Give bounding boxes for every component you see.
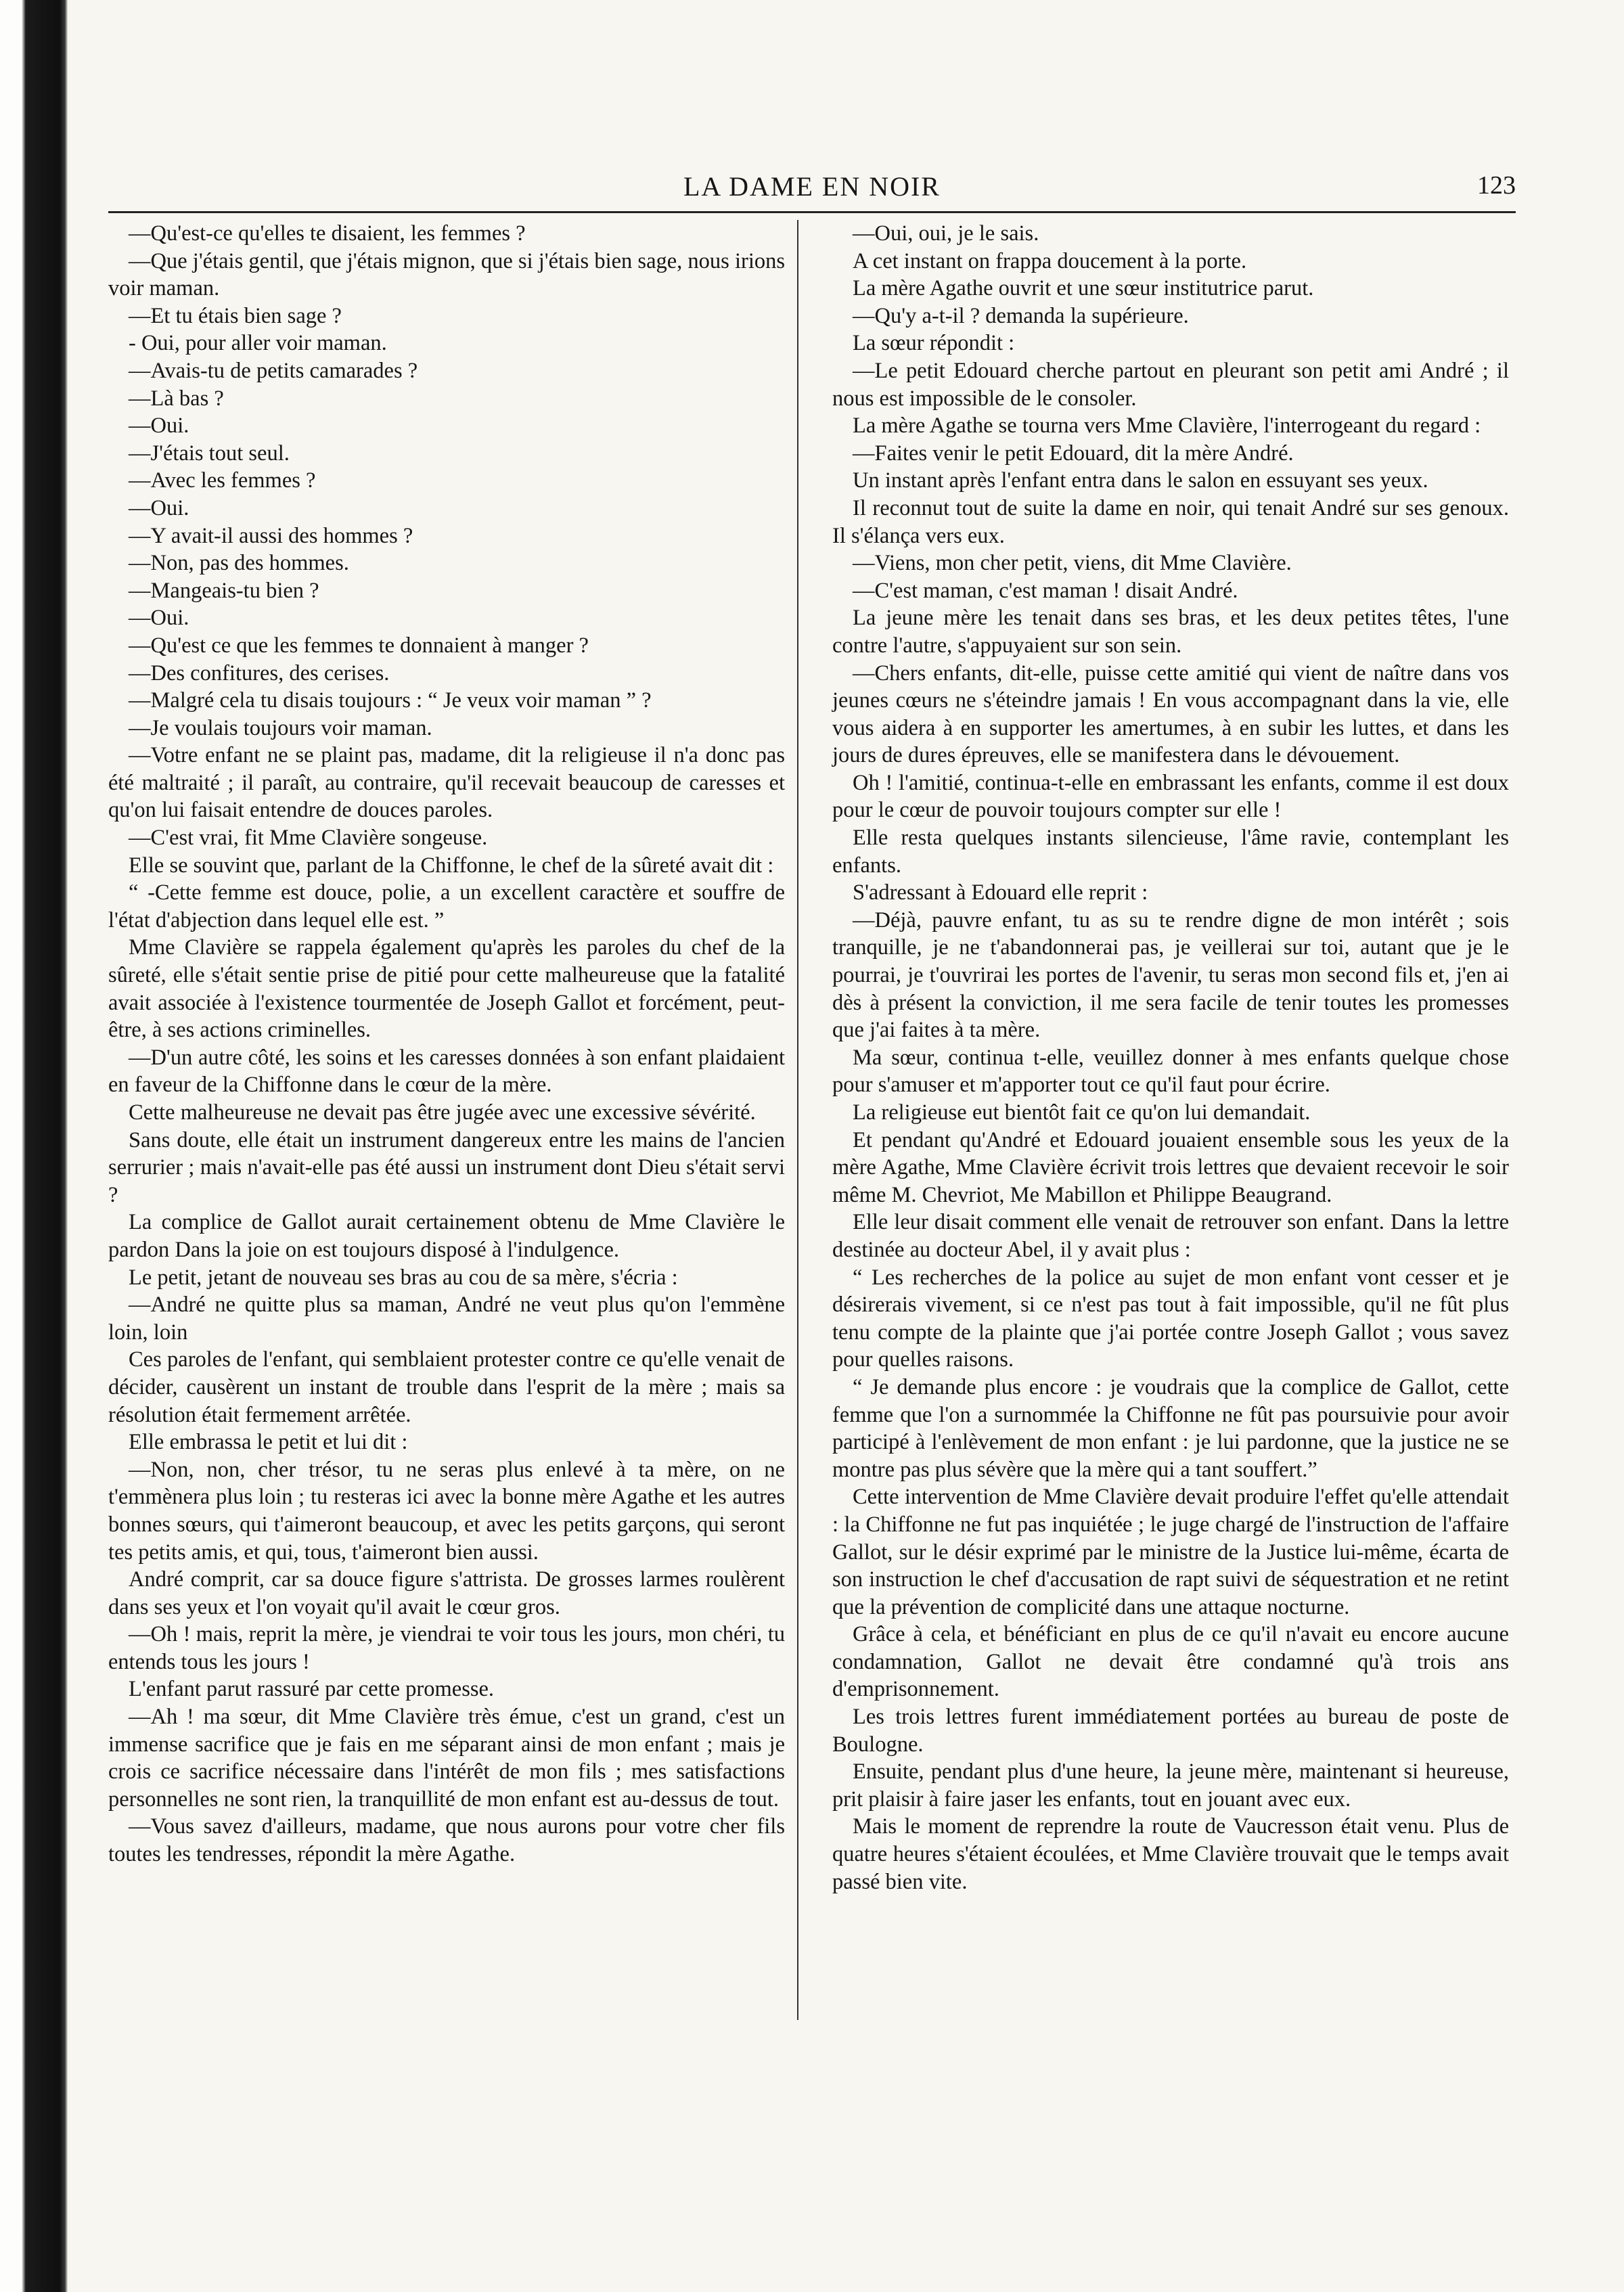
- paragraph: La mère Agathe se tourna vers Mme Clavière, l'interrogeant du regard :: [853, 413, 1481, 439]
- paragraph: Elle leur disait comment elle venait de retrouver son enfant. Dans la lettre destinée au docteur Abel, il y avait plus :: [832, 1210, 1509, 1262]
- paragraph: La sœur répondit :: [853, 331, 1015, 356]
- paragraph: —Viens, mon cher petit, viens, dit Mme Clavière.: [853, 551, 1292, 576]
- paragraph: —Oui, oui, je le sais.: [853, 221, 1039, 246]
- paragraph: Elle se souvint que, parlant de la Chiffonne, le chef de la sûreté avait dit :: [129, 853, 774, 878]
- page-header: [108, 171, 1516, 213]
- paragraph: —Mangeais-tu bien ?: [129, 578, 319, 603]
- page-number: 123: [1477, 171, 1516, 200]
- paragraph: Elle embrassa le petit et lui dit :: [129, 1430, 408, 1455]
- paragraph: —Déjà, pauvre enfant, tu as su te rendre digne de mon intérêt ; sois tranquille, je ne t'abandonnerai pas, je veillerai sur toi, autant que je le pourrai, je t'ouvrirai les portes de l'avenir, tu seras mon second fils et, j'en ai dès à présent la conviction, il me sera facile de tenir toutes les promesses que j'ai faites à ta mère.: [832, 907, 1509, 1043]
- paragraph: —Qu'est-ce qu'elles te disaient, les femmes ?: [129, 221, 526, 246]
- paragraph: Et pendant qu'André et Edouard jouaient ensemble sous les yeux de la mère Agathe, Mme Clavière écrivit trois lettres que devaient recevoir le soir même M. Chevriot, Me Mabillon et Philippe Beaugrand.: [832, 1127, 1509, 1207]
- paragraph: Ma sœur, continua t-elle, veuillez donner à mes enfants quelque chose pour s'amuser et m'apporter tout ce qu'il faut pour écrire.: [832, 1045, 1509, 1098]
- paragraph: —Non, non, cher trésor, tu ne seras plus enlevé à ta mère, on ne t'emmènera plus loin ; tu resteras ici avec la bonne mère Agathe et les autres bonnes sœurs, qui t'aimeront beaucoup, et avec les petits garçons, qui seront tes petits amis, et qui, tous, t'aimeront bien aussi.: [108, 1457, 785, 1565]
- paragraph: - Oui, pour aller voir maman.: [129, 331, 387, 356]
- paragraph: —Malgré cela tu disais toujours : “ Je veux voir maman ” ?: [129, 688, 652, 713]
- left-column: [108, 220, 785, 1868]
- right-column: [832, 220, 1509, 1895]
- paragraph: —Faites venir le petit Edouard, dit la mère André.: [853, 441, 1294, 466]
- column-divider: [797, 220, 798, 2020]
- paragraph: Il reconnut tout de suite la dame en noir, qui tenait André sur ses genoux. Il s'élança vers eux.: [832, 495, 1509, 548]
- paragraph: Le petit, jetant de nouveau ses bras au cou de sa mère, s'écria :: [129, 1265, 678, 1290]
- paragraph: —Chers enfants, dit-elle, puisse cette amitié qui vient de naître dans vos jeunes cœurs ne s'éteindre jamais ! En vous accompagnant dans la vie, elle vous aidera à en supporter les amertumes, à en subir les luttes, et dans les jours de dures épreuves, elle se manifestera dans le dévouement.: [832, 660, 1509, 768]
- paragraph: —Que j'étais gentil, que j'étais mignon, que si j'étais bien sage, nous irions voir maman.: [108, 248, 785, 301]
- paragraph: —Là bas ?: [129, 386, 224, 411]
- paragraph: Un instant après l'enfant entra dans le salon en essuyant ses yeux.: [853, 468, 1428, 493]
- paragraph: —Non, pas des hommes.: [129, 551, 349, 576]
- paragraph: Sans doute, elle était un instrument dangereux entre les mains de l'ancien serrurier ; mais n'avait-elle pas été aussi un instrument dont Dieu s'était servi ?: [108, 1127, 785, 1207]
- paragraph: La complice de Gallot aurait certainement obtenu de Mme Clavière le pardon Dans la joie on est toujours disposé à l'indulgence.: [108, 1210, 785, 1262]
- paragraph: —Votre enfant ne se plaint pas, madame, dit la religieuse il n'a donc pas été maltraité ; il paraît, au contraire, qu'il recevait beaucoup de caresses et qu'on lui faisait entendre de douces paroles.: [108, 743, 785, 823]
- paragraph: “ Les recherches de la police au sujet de mon enfant vont cesser et je désirerais vivement, si ce n'est pas tout à fait impossible, qu'il ne fût plus tenu compte de la plainte que j'ai portée contre Joseph Gallot ; vous savez pour quelles raisons.: [832, 1265, 1509, 1372]
- paragraph: —J'étais tout seul.: [129, 441, 290, 466]
- paragraph: Les trois lettres furent immédiatement portées au bureau de poste de Boulogne.: [832, 1705, 1509, 1757]
- paragraph: —Qu'est ce que les femmes te donnaient à manger ?: [129, 633, 589, 658]
- paragraph: Cette malheureuse ne devait pas être jugée avec une excessive sévérité.: [129, 1100, 756, 1125]
- book-spine-shadow: [0, 0, 68, 2292]
- paragraph: La religieuse eut bientôt fait ce qu'on lui demandait.: [853, 1100, 1311, 1125]
- paragraph: Mme Clavière se rappela également qu'après les paroles du chef de la sûreté, elle s'était sentie prise de pitié pour cette malheureuse que la fatalité avait associée à l'existence tourmentée de Joseph Gallot et forcément, peut-être, à ses actions criminelles.: [108, 935, 785, 1043]
- paragraph: Ensuite, pendant plus d'une heure, la jeune mère, maintenant si heureuse, prit plaisir à faire jaser les enfants, tout en jouant avec eux.: [832, 1759, 1509, 1812]
- paragraph: —Y avait-il aussi des hommes ?: [129, 523, 413, 548]
- paragraph: —Oui.: [129, 413, 189, 439]
- paragraph: —C'est vrai, fit Mme Clavière songeuse.: [129, 826, 488, 851]
- paragraph: —D'un autre côté, les soins et les caresses données à son enfant plaidaient en faveur de la Chiffonne dans le cœur de la mère.: [108, 1045, 785, 1098]
- paragraph: “ Je demande plus encore : je voudrais que la complice de Gallot, cette femme que l'on a surnommée la Chiffonne ne fût pas poursuivie pour avoir participé à l'enlèvement de mon enfant : je lui pardonne, que la justice ne se montre pas plus sévère que la mère qui a tant souffert.”: [832, 1374, 1509, 1482]
- paragraph: —Oui.: [129, 606, 189, 631]
- paragraph: —Et tu étais bien sage ?: [129, 303, 342, 328]
- paragraph: A cet instant on frappa doucement à la porte.: [853, 248, 1247, 273]
- paragraph: L'enfant parut rassuré par cette promesse.: [129, 1677, 495, 1702]
- paragraph: —Je voulais toujours voir maman.: [129, 715, 432, 740]
- paragraph: —Vous savez d'ailleurs, madame, que nous aurons pour votre cher fils toutes les tendresses, répondit la mère Agathe.: [108, 1814, 785, 1867]
- paragraph: —Oh ! mais, reprit la mère, je viendrai te voir tous les jours, mon chéri, tu entends tous les jours !: [108, 1622, 785, 1674]
- paragraph: Elle resta quelques instants silencieuse, l'âme ravie, contemplant les enfants.: [832, 826, 1509, 878]
- paragraph: André comprit, car sa douce figure s'attrista. De grosses larmes roulèrent dans ses yeux et l'on voyait qu'il avait le cœur gros.: [108, 1567, 785, 1619]
- paragraph: S'adressant à Edouard elle reprit :: [853, 880, 1148, 905]
- running-title: LA DAME EN NOIR: [683, 171, 941, 202]
- paragraph: —Avec les femmes ?: [129, 468, 316, 493]
- paragraph: Grâce à cela, et bénéficiant en plus de ce qu'il n'avait eu encore aucune condamnation, Gallot ne devait être condamné qu'à trois ans d'emprisonnement.: [832, 1622, 1509, 1702]
- paragraph: Oh ! l'amitié, continua-t-elle en embrassant les enfants, comme il est doux pour le cœur de pouvoir toujours compter sur elle !: [832, 770, 1509, 823]
- paragraph: Mais le moment de reprendre la route de Vaucresson était venu. Plus de quatre heures s'étaient écoulées, et Mme Clavière trouvait que le temps avait passé bien vite.: [832, 1814, 1509, 1894]
- paragraph: —André ne quitte plus sa maman, André ne veut plus qu'on l'emmène loin, loin: [108, 1293, 785, 1345]
- paragraph: “ -Cette femme est douce, polie, a un excellent caractère et souffre de l'état d'abjection dans lequel elle est. ”: [108, 880, 785, 932]
- paragraph: Ces paroles de l'enfant, qui semblaient protester contre ce qu'elle venait de décider, causèrent un instant de trouble dans l'esprit de la mère ; mais sa résolution était fermement arrêtée.: [108, 1347, 785, 1427]
- paragraph: —Qu'y a-t-il ? demanda la supérieure.: [853, 303, 1189, 328]
- paragraph: —C'est maman, c'est maman ! disait André.: [853, 578, 1238, 603]
- paragraph: Cette intervention de Mme Clavière devait produire l'effet qu'elle attendait : la Chiffonne ne fut pas inquiétée ; le juge chargé de l'instruction de l'affaire Gallot, sur le désir exprimé par le ministre de la Justice lui-même, écarta de son instruction le chef d'accusation de rapt suivi de séquestration et ne retint que la prévention de complicité dans une attaque nocturne.: [832, 1485, 1509, 1619]
- paragraph: —Ah ! ma sœur, dit Mme Clavière très émue, c'est un grand, c'est un immense sacrifice que je fais en me séparant ainsi de mon enfant ; mais je crois ce sacrifice nécessaire dans l'intérêt de mon fils ; mes satisfactions personnelles ne sont rien, la tranquillité de mon enfant est au-dessus de tout.: [108, 1705, 785, 1812]
- paragraph: —Avais-tu de petits camarades ?: [129, 358, 418, 383]
- paragraph: —Oui.: [129, 495, 189, 520]
- paragraph: La mère Agathe ouvrit et une sœur institutrice parut.: [853, 276, 1314, 301]
- paragraph: —Des confitures, des cerises.: [129, 660, 390, 686]
- paragraph: —Le petit Edouard cherche partout en pleurant son petit ami André ; il nous est impossible de le consoler.: [832, 358, 1509, 411]
- paragraph: La jeune mère les tenait dans ses bras, et les deux petites têtes, l'une contre l'autre, s'appuyaient sur son sein.: [832, 606, 1509, 658]
